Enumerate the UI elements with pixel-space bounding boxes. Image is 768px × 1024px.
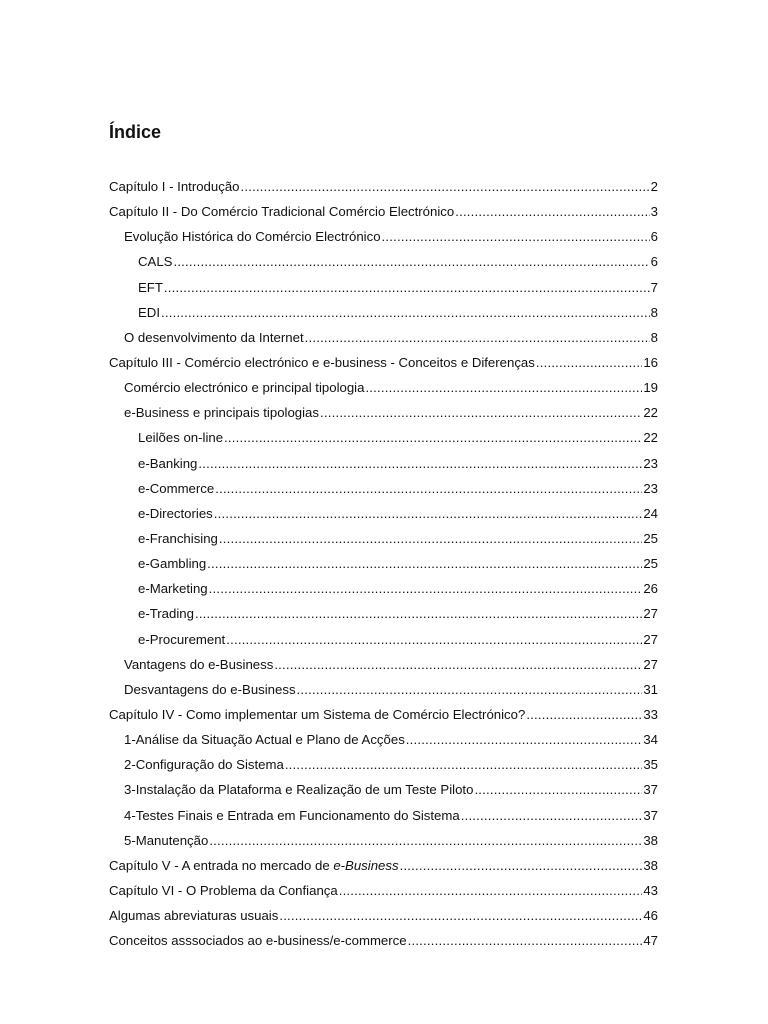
toc-page-number: 37	[643, 807, 658, 823]
toc-entry-label-text: e-Directories	[138, 505, 213, 521]
toc-entry-label-text: Comércio electrónico e principal tipologia	[124, 380, 365, 396]
toc-entry-label	[138, 275, 163, 300]
toc-entry[interactable]	[109, 828, 658, 853]
toc-entry[interactable]	[109, 526, 658, 551]
toc-entry[interactable]	[109, 476, 658, 501]
toc-entry-label-text: 1-Análise da Situação Actual e Plano de Acções	[124, 732, 405, 748]
toc-entry-label	[124, 828, 208, 853]
toc-page-number: 38	[643, 857, 658, 873]
toc-entry-label-text: Evolução Histórica do Comércio Electrónico	[124, 229, 381, 245]
toc-entry[interactable]	[109, 903, 658, 928]
toc-entry-label-text: EDI	[138, 304, 160, 320]
toc-entry[interactable]	[109, 249, 658, 274]
toc-dot-leader	[226, 627, 642, 652]
toc-entry-label-text: e-Commerce	[138, 480, 215, 496]
toc-page-number: 43	[643, 882, 658, 898]
toc-page-number: 47	[643, 933, 658, 949]
toc-entry-label-text: Desvantagens do e-Business	[124, 681, 296, 697]
toc-dot-leader	[279, 903, 642, 928]
toc-entry-label	[138, 425, 223, 450]
toc-entry-label-text: Capítulo V - A entrada no mercado de	[109, 857, 334, 873]
toc-entry-label-text: e-Procurement	[138, 631, 226, 647]
toc-entry-label-text: CALS	[138, 254, 173, 270]
toc-entry[interactable]	[109, 199, 658, 224]
toc-dot-leader	[207, 551, 642, 576]
toc-entry-label	[124, 803, 460, 828]
toc-dot-leader	[173, 249, 649, 274]
toc-entry-label	[124, 752, 284, 777]
toc-entry[interactable]	[109, 451, 658, 476]
toc-entry[interactable]	[109, 375, 658, 400]
toc-page-number: 23	[643, 480, 658, 496]
toc-entry-label	[138, 526, 218, 551]
toc-entry[interactable]	[109, 601, 658, 626]
toc-entry[interactable]	[109, 224, 658, 249]
toc-entry-label-text: e-Banking	[138, 455, 198, 471]
toc-entry[interactable]	[109, 928, 658, 953]
toc-entry-label	[109, 903, 278, 928]
toc-entry[interactable]	[109, 752, 658, 777]
toc-dot-leader	[195, 601, 642, 626]
toc-dot-leader	[461, 803, 643, 828]
toc-dot-leader	[164, 275, 650, 300]
toc-page-number: 27	[643, 656, 658, 672]
toc-dot-leader	[526, 702, 642, 727]
toc-entry-label	[124, 652, 273, 677]
toc-page-number: 25	[643, 530, 658, 546]
toc-entry-label-text: e-Trading	[138, 606, 194, 622]
toc-entry[interactable]	[109, 627, 658, 652]
toc-dot-leader	[214, 501, 643, 526]
page-title: Índice	[109, 122, 162, 142]
toc-entry-label	[109, 174, 239, 199]
toc-page-number: 23	[643, 455, 658, 471]
toc-dot-leader	[224, 425, 642, 450]
toc-entry-label	[124, 727, 405, 752]
toc-page-number: 22	[643, 405, 658, 421]
toc-entry-label	[109, 928, 407, 953]
toc-dot-leader	[209, 576, 643, 601]
toc-dot-leader	[406, 727, 643, 752]
toc-dot-leader	[297, 677, 643, 702]
toc-dot-leader	[536, 350, 642, 375]
toc-entry-label	[138, 601, 194, 626]
toc-entry-label-text: e-Franchising	[138, 530, 218, 546]
toc-page-number: 27	[643, 631, 658, 647]
toc-entry-label	[138, 249, 172, 274]
toc-page-number: 31	[643, 681, 658, 697]
toc-page-number: 8	[650, 304, 658, 320]
toc-entry-label	[138, 576, 208, 601]
toc-dot-leader	[382, 224, 650, 249]
toc-page-number: 46	[643, 908, 658, 924]
toc-dot-leader	[274, 652, 642, 677]
toc-page-number: 38	[643, 832, 658, 848]
toc-dot-leader	[219, 526, 642, 551]
toc-entry[interactable]	[109, 803, 658, 828]
toc-dot-leader	[285, 752, 643, 777]
toc-entry-label-text: O desenvolvimento da Internet	[124, 329, 304, 345]
toc-page-number: 19	[643, 380, 658, 396]
toc-page-number: 22	[643, 430, 658, 446]
toc-page-number: 16	[643, 354, 658, 370]
table-of-contents	[109, 174, 658, 953]
toc-dot-leader	[305, 325, 650, 350]
toc-entry-label	[109, 702, 525, 727]
toc-entry[interactable]	[109, 727, 658, 752]
toc-dot-leader	[198, 451, 642, 476]
toc-entry[interactable]	[109, 501, 658, 526]
toc-entry-label	[138, 300, 160, 325]
toc-entry-label-text: Vantagens do e-Business	[124, 656, 274, 672]
toc-entry[interactable]	[109, 400, 658, 425]
toc-page-number: 34	[643, 732, 658, 748]
toc-dot-leader	[240, 174, 649, 199]
toc-entry[interactable]	[109, 853, 658, 878]
toc-entry-label	[109, 878, 338, 903]
toc-page-number: 3	[650, 204, 658, 220]
toc-entry[interactable]	[109, 652, 658, 677]
toc-entry[interactable]	[109, 350, 658, 375]
toc-entry[interactable]	[109, 174, 658, 199]
toc-page-number: 33	[643, 706, 658, 722]
toc-entry[interactable]	[109, 677, 658, 702]
toc-entry-label	[109, 853, 399, 878]
toc-entry[interactable]	[109, 777, 658, 802]
toc-entry-label-text: e-Gambling	[138, 556, 207, 572]
toc-entry-label-text: e-Marketing	[138, 581, 208, 597]
toc-entry-label	[109, 350, 535, 375]
toc-entry[interactable]	[109, 300, 658, 325]
toc-dot-leader	[320, 400, 642, 425]
toc-dot-leader	[161, 300, 650, 325]
toc-dot-leader	[408, 928, 643, 953]
toc-entry-label-text: Conceitos asssociados ao e-business/e-commerce	[109, 933, 407, 949]
toc-entry-label	[109, 199, 454, 224]
toc-page-number: 7	[650, 279, 658, 295]
toc-entry-label	[138, 476, 214, 501]
toc-entry[interactable]	[109, 878, 658, 903]
toc-entry-label	[138, 627, 225, 652]
toc-page-number: 26	[643, 581, 658, 597]
toc-entry-label-text: Capítulo I - Introdução	[109, 179, 240, 194]
toc-page-number: 2	[650, 179, 658, 194]
toc-dot-leader	[474, 777, 642, 802]
toc-entry-label-text: Capítulo III - Comércio electrónico e e-business - Conceitos e Diferenças	[109, 354, 535, 370]
toc-entry[interactable]	[109, 551, 658, 576]
toc-entry-label	[124, 325, 304, 350]
toc-page-number: 27	[643, 606, 658, 622]
toc-entry-label	[138, 551, 206, 576]
toc-entry-label-text: 5-Manutenção	[124, 832, 209, 848]
toc-entry-label	[124, 375, 364, 400]
toc-dot-leader	[400, 853, 643, 878]
toc-entry-label	[138, 501, 213, 526]
toc-page-number: 6	[650, 254, 658, 270]
toc-entry[interactable]	[109, 425, 658, 450]
toc-entry-label-text: Leilões on-line	[138, 430, 224, 446]
toc-entry-label-text: 3-Instalação da Plataforma e Realização de um Teste Piloto	[124, 782, 474, 798]
toc-dot-leader	[215, 476, 642, 501]
toc-entry[interactable]	[109, 702, 658, 727]
toc-entry[interactable]	[109, 325, 658, 350]
toc-dot-leader	[365, 375, 642, 400]
toc-dot-leader	[339, 878, 643, 903]
toc-entry-label-text: e-Business e principais tipologias	[124, 405, 319, 421]
toc-entry[interactable]	[109, 275, 658, 300]
toc-page-number: 24	[643, 505, 658, 521]
toc-page-number: 35	[643, 757, 658, 773]
toc-entry-label	[124, 777, 473, 802]
toc-dot-leader	[455, 199, 649, 224]
toc-page-number: 25	[643, 556, 658, 572]
toc-entry-label-text: Capítulo IV - Como implementar um Sistema de Comércio Electrónico?	[109, 706, 526, 722]
toc-entry-label	[124, 400, 319, 425]
toc-entry-label-text: Algumas abreviaturas usuais	[109, 908, 279, 924]
toc-entry-label-italic: e-Business	[333, 857, 399, 873]
toc-entry-label-text: 4-Testes Finais e Entrada em Funcionamento do Sistema	[124, 807, 460, 823]
toc-dot-leader	[209, 828, 642, 853]
toc-page-number: 8	[650, 329, 658, 345]
toc-entry-label-text: Capítulo II - Do Comércio Tradicional Comércio Electrónico	[109, 204, 455, 220]
toc-page-number: 6	[650, 229, 658, 245]
toc-entry-label-text: EFT	[138, 279, 163, 295]
toc-entry[interactable]	[109, 576, 658, 601]
toc-entry-label	[124, 677, 296, 702]
toc-entry-label	[138, 451, 197, 476]
toc-entry-label-text: Capítulo VI - O Problema da Confiança	[109, 882, 338, 898]
toc-entry-label-text: 2-Configuração do Sistema	[124, 757, 284, 773]
toc-entry-label	[124, 224, 381, 249]
toc-page-number: 37	[643, 782, 658, 798]
